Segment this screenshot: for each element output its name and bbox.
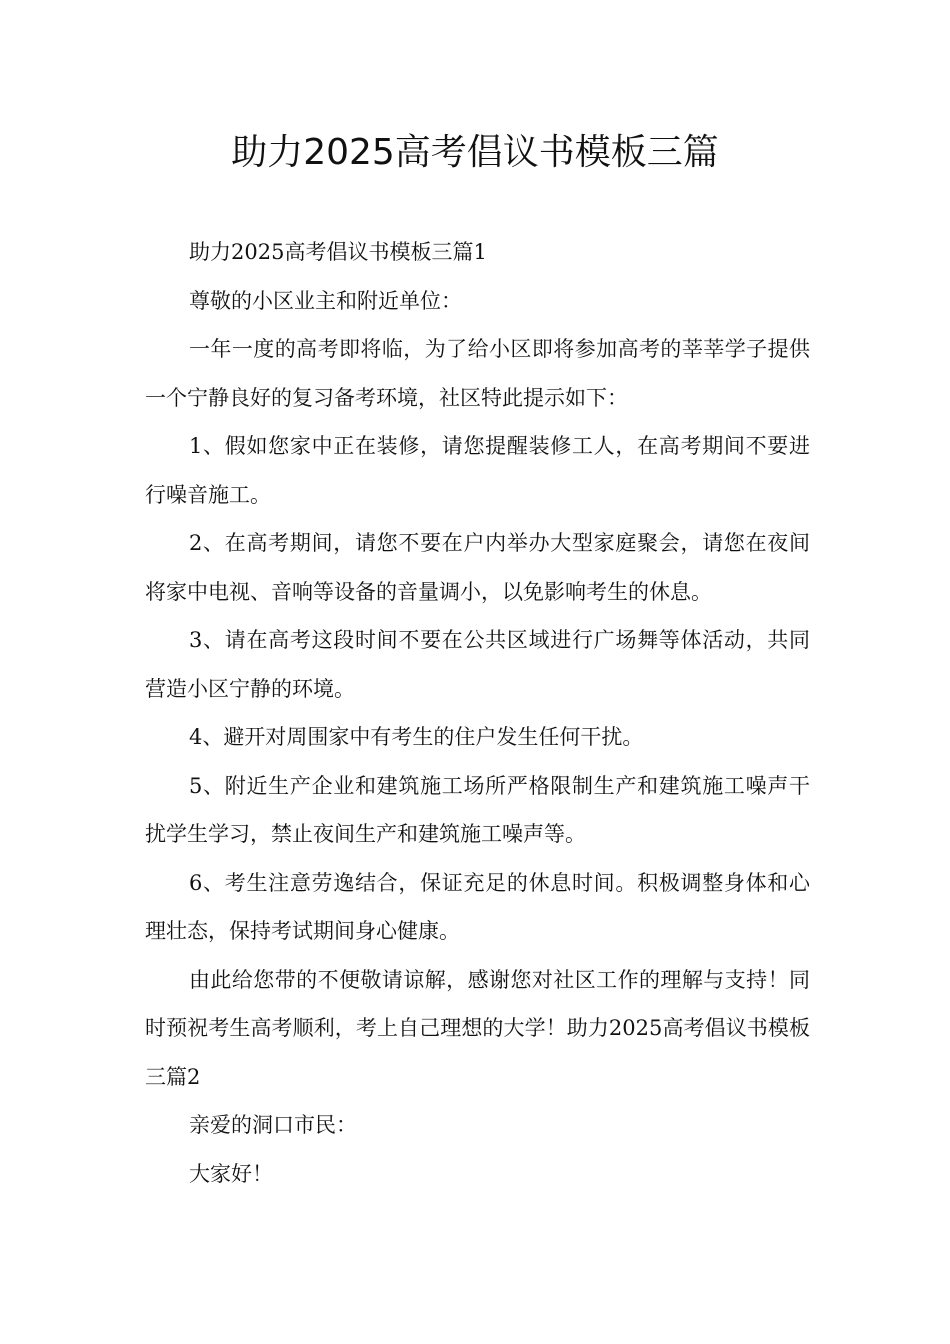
- greeting: 大家好！: [189, 1161, 273, 1186]
- salutation: 尊敬的小区业主和附近单位：: [189, 288, 462, 313]
- list-item: 2、在高考期间，请您不要在户内举办大型家庭聚会，请您在夜间将家中电视、音响等设备的音量调小，以免影响考生的休息。: [145, 531, 810, 604]
- list-item: 4、避开对周围家中有考生的住户发生任何干扰。: [189, 725, 644, 749]
- closing-paragraph: 由此给您带的不便敬请谅解，感谢您对社区工作的理解与支持！同时预祝考生高考顺利，考上自己理想的大学！助力2025高考倡议书模板三篇2: [145, 967, 810, 1089]
- document-title: 助力2025高考倡议书模板三篇: [231, 132, 719, 173]
- section-heading: 助力2025高考倡议书模板三篇1: [189, 240, 487, 264]
- list-item: 5、附近生产企业和建筑施工场所严格限制生产和建筑施工噪声干扰学生学习，禁止夜间生产和建筑施工噪声等。: [145, 773, 810, 846]
- list-item: 1、假如您家中正在装修，请您提醒装修工人，在高考期间不要进行噪音施工。: [145, 434, 810, 507]
- intro-paragraph: 一年一度的高考即将临，为了给小区即将参加高考的莘莘学子提供一个宁静良好的复习备考环境，社区特此提示如下：: [145, 337, 810, 410]
- list-item: 6、考生注意劳逸结合，保证充足的休息时间。积极调整身体和心理壮态，保持考试期间身心健康。: [145, 870, 810, 943]
- document-body: [145, 228, 810, 1198]
- list-item: 3、请在高考这段时间不要在公共区域进行广场舞等体活动，共同营造小区宁静的环境。: [145, 628, 810, 701]
- salutation-2: 亲爱的洞口市民：: [189, 1113, 357, 1137]
